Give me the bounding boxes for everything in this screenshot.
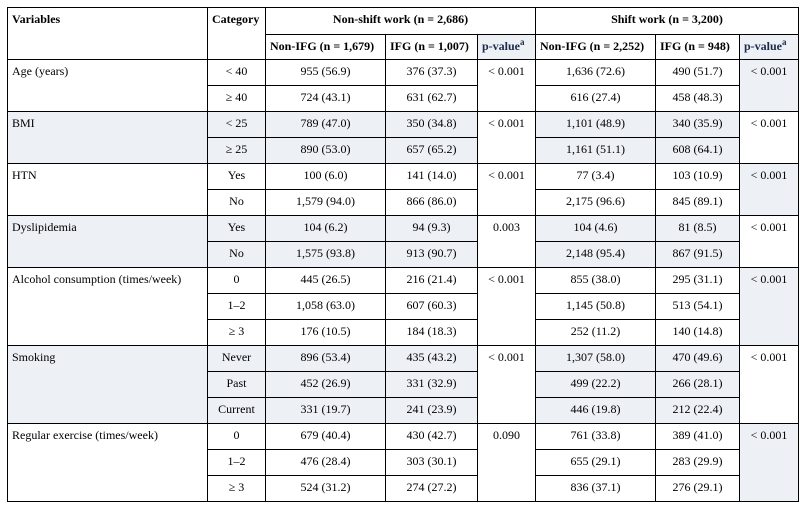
variable-cell: Dyslipidemia	[8, 216, 208, 268]
ns-nonifg-cell: 955 (56.9)	[266, 60, 386, 86]
s-nonifg-cell: 499 (22.2)	[536, 372, 656, 398]
s-ifg-cell: 103 (10.9)	[656, 164, 740, 190]
ns-nonifg-cell: 331 (19.7)	[266, 398, 386, 424]
variable-cell: HTN	[8, 164, 208, 216]
variable-cell: Age (years)	[8, 60, 208, 112]
header-s-ifg: IFG (n = 948)	[656, 35, 740, 60]
ns-ifg-cell: 184 (18.3)	[386, 320, 478, 346]
table-body	[8, 60, 799, 502]
s-nonifg-cell: 616 (27.4)	[536, 86, 656, 112]
table-row	[8, 346, 799, 372]
ns-ifg-cell: 631 (62.7)	[386, 86, 478, 112]
ns-nonifg-cell: 452 (26.9)	[266, 372, 386, 398]
s-pvalue-cell: < 0.001	[740, 346, 799, 424]
s-ifg-cell: 867 (91.5)	[656, 242, 740, 268]
ns-pvalue-cell: < 0.001	[478, 346, 536, 424]
s-ifg-cell: 81 (8.5)	[656, 216, 740, 242]
data-table	[7, 7, 799, 502]
category-cell: No	[208, 242, 266, 268]
table-row	[8, 424, 799, 450]
variable-cell: BMI	[8, 112, 208, 164]
s-ifg-cell: 295 (31.1)	[656, 268, 740, 294]
ns-pvalue-cell: < 0.001	[478, 112, 536, 164]
ns-ifg-cell: 657 (65.2)	[386, 138, 478, 164]
s-nonifg-cell: 1,101 (48.9)	[536, 112, 656, 138]
s-ifg-cell: 513 (54.1)	[656, 294, 740, 320]
s-ifg-cell: 458 (48.3)	[656, 86, 740, 112]
ns-ifg-cell: 376 (37.3)	[386, 60, 478, 86]
category-cell: ≥ 3	[208, 320, 266, 346]
s-nonifg-cell: 1,145 (50.8)	[536, 294, 656, 320]
s-nonifg-cell: 2,148 (95.4)	[536, 242, 656, 268]
s-pvalue-cell: < 0.001	[740, 424, 799, 502]
ns-ifg-cell: 303 (30.1)	[386, 450, 478, 476]
header-ns-pvalue: p-value$^a$	[478, 35, 536, 60]
category-cell: 0	[208, 268, 266, 294]
s-ifg-cell: 276 (29.1)	[656, 476, 740, 502]
ns-nonifg-cell: 896 (53.4)	[266, 346, 386, 372]
s-pvalue-cell: < 0.001	[740, 60, 799, 112]
s-ifg-cell: 266 (28.1)	[656, 372, 740, 398]
s-nonifg-cell: 252 (11.2)	[536, 320, 656, 346]
ns-ifg-cell: 216 (21.4)	[386, 268, 478, 294]
header-shift: Shift work (n = 3,200)	[536, 8, 799, 35]
ns-nonifg-cell: 890 (53.0)	[266, 138, 386, 164]
category-cell: Yes	[208, 216, 266, 242]
header-ns-ifg: IFG (n = 1,007)	[386, 35, 478, 60]
ns-nonifg-cell: 100 (6.0)	[266, 164, 386, 190]
variable-cell: Alcohol consumption (times/week)	[8, 268, 208, 346]
s-pvalue-cell: < 0.001	[740, 216, 799, 268]
ns-nonifg-cell: 445 (26.5)	[266, 268, 386, 294]
ns-ifg-cell: 241 (23.9)	[386, 398, 478, 424]
s-ifg-cell: 389 (41.0)	[656, 424, 740, 450]
s-ifg-cell: 340 (35.9)	[656, 112, 740, 138]
ns-ifg-cell: 435 (43.2)	[386, 346, 478, 372]
header-s-pvalue: p-value$^a$	[740, 35, 799, 60]
category-cell: 0	[208, 424, 266, 450]
variable-cell: Smoking	[8, 346, 208, 424]
header-variables: Variables	[8, 8, 208, 60]
s-nonifg-cell: 77 (3.4)	[536, 164, 656, 190]
s-ifg-cell: 608 (64.1)	[656, 138, 740, 164]
s-pvalue-cell: < 0.001	[740, 164, 799, 216]
ns-nonifg-cell: 524 (31.2)	[266, 476, 386, 502]
category-cell: < 40	[208, 60, 266, 86]
s-pvalue-cell: < 0.001	[740, 268, 799, 346]
header-s-nonifg: Non-IFG (n = 2,252)	[536, 35, 656, 60]
table-row	[8, 112, 799, 138]
ns-pvalue-cell: 0.090	[478, 424, 536, 502]
category-cell: Current	[208, 398, 266, 424]
s-ifg-cell: 140 (14.8)	[656, 320, 740, 346]
category-cell: Yes	[208, 164, 266, 190]
ns-ifg-cell: 141 (14.0)	[386, 164, 478, 190]
s-nonifg-cell: 1,307 (58.0)	[536, 346, 656, 372]
ns-pvalue-cell: 0.003	[478, 216, 536, 268]
ns-pvalue-cell: < 0.001	[478, 268, 536, 346]
ns-ifg-cell: 274 (27.2)	[386, 476, 478, 502]
ns-nonifg-cell: 679 (40.4)	[266, 424, 386, 450]
header-ns-nonifg: Non-IFG (n = 1,679)	[266, 35, 386, 60]
variable-cell: Regular exercise (times/week)	[8, 424, 208, 502]
ns-nonifg-cell: 789 (47.0)	[266, 112, 386, 138]
s-nonifg-cell: 104 (4.6)	[536, 216, 656, 242]
s-ifg-cell: 490 (51.7)	[656, 60, 740, 86]
s-ifg-cell: 283 (29.9)	[656, 450, 740, 476]
category-cell: 1–2	[208, 294, 266, 320]
ns-nonifg-cell: 176 (10.5)	[266, 320, 386, 346]
s-ifg-cell: 212 (22.4)	[656, 398, 740, 424]
category-cell: < 25	[208, 112, 266, 138]
s-nonifg-cell: 2,175 (96.6)	[536, 190, 656, 216]
s-nonifg-cell: 1,636 (72.6)	[536, 60, 656, 86]
s-nonifg-cell: 655 (29.1)	[536, 450, 656, 476]
category-cell: Never	[208, 346, 266, 372]
category-cell: ≥ 3	[208, 476, 266, 502]
ns-ifg-cell: 866 (86.0)	[386, 190, 478, 216]
header-category: Category	[208, 8, 266, 60]
category-cell: 1–2	[208, 450, 266, 476]
s-nonifg-cell: 446 (19.8)	[536, 398, 656, 424]
ns-ifg-cell: 94 (9.3)	[386, 216, 478, 242]
ns-ifg-cell: 913 (90.7)	[386, 242, 478, 268]
ns-nonifg-cell: 724 (43.1)	[266, 86, 386, 112]
s-ifg-cell: 470 (49.6)	[656, 346, 740, 372]
table-row	[8, 268, 799, 294]
category-cell: ≥ 25	[208, 138, 266, 164]
table-row	[8, 164, 799, 190]
ns-pvalue-cell: < 0.001	[478, 60, 536, 112]
s-nonifg-cell: 855 (38.0)	[536, 268, 656, 294]
ns-nonifg-cell: 1,058 (63.0)	[266, 294, 386, 320]
ns-nonifg-cell: 1,575 (93.8)	[266, 242, 386, 268]
s-pvalue-cell: < 0.001	[740, 112, 799, 164]
ns-nonifg-cell: 476 (28.4)	[266, 450, 386, 476]
category-cell: ≥ 40	[208, 86, 266, 112]
category-cell: Past	[208, 372, 266, 398]
table-row	[8, 216, 799, 242]
s-nonifg-cell: 1,161 (51.1)	[536, 138, 656, 164]
ns-ifg-cell: 430 (42.7)	[386, 424, 478, 450]
s-nonifg-cell: 761 (33.8)	[536, 424, 656, 450]
category-cell: No	[208, 190, 266, 216]
header-nonshift: Non-shift work (n = 2,686)	[266, 8, 536, 35]
ns-nonifg-cell: 104 (6.2)	[266, 216, 386, 242]
table-row	[8, 60, 799, 86]
ns-ifg-cell: 607 (60.3)	[386, 294, 478, 320]
ns-nonifg-cell: 1,579 (94.0)	[266, 190, 386, 216]
s-ifg-cell: 845 (89.1)	[656, 190, 740, 216]
ns-ifg-cell: 350 (34.8)	[386, 112, 478, 138]
ns-pvalue-cell: < 0.001	[478, 164, 536, 216]
ns-ifg-cell: 331 (32.9)	[386, 372, 478, 398]
s-nonifg-cell: 836 (37.1)	[536, 476, 656, 502]
